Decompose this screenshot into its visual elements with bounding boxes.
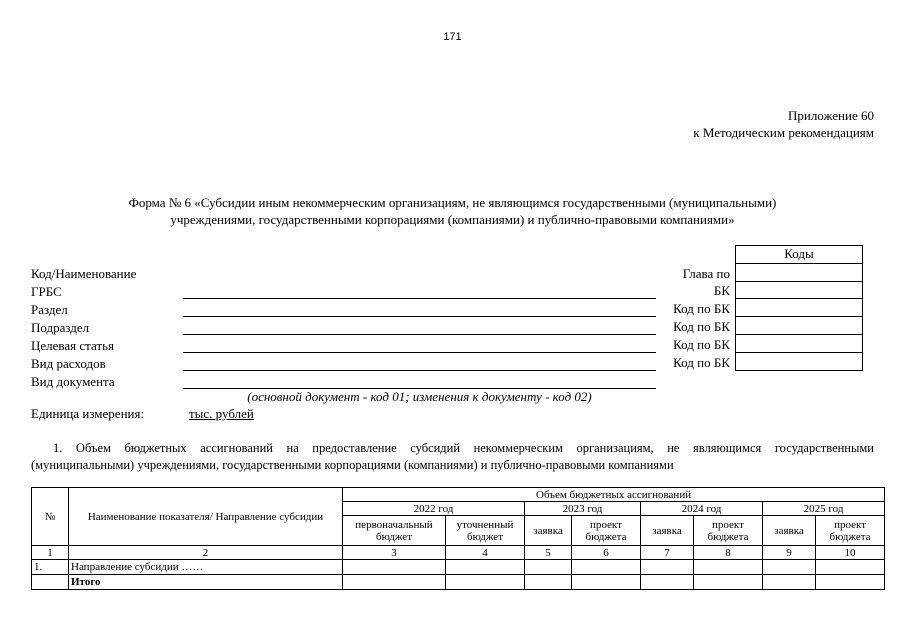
appendix-line2: к Методическим рекомендациям: [693, 125, 874, 140]
table-row: [32, 560, 885, 575]
data-table: [31, 487, 885, 590]
col-number: 8: [694, 546, 763, 560]
col-number: 6: [572, 546, 641, 560]
code-cell[interactable]: [736, 334, 863, 352]
value-cell[interactable]: [816, 560, 885, 575]
total-label: Итого: [69, 575, 343, 590]
value-cell[interactable]: [694, 560, 763, 575]
total-row: [32, 575, 885, 590]
form-title-line1: Форма № 6 «Субсидии иным некоммерческим организациям, не являющимся государственными (муниципальными): [128, 195, 777, 210]
value-cell[interactable]: [763, 575, 816, 590]
section-paragraph: [31, 440, 874, 474]
col-number: 9: [763, 546, 816, 560]
value-cell[interactable]: [572, 575, 641, 590]
value-cell[interactable]: [641, 560, 694, 575]
code-cell[interactable]: [736, 281, 863, 299]
unit-label: Единица измерения:: [31, 406, 145, 421]
col-number: 1: [32, 546, 69, 560]
label-bk: БК: [713, 283, 730, 298]
col-number: 7: [641, 546, 694, 560]
label-section: Раздел: [31, 302, 68, 317]
row-number: 1.: [32, 560, 69, 575]
col-number: 2: [69, 546, 343, 560]
value-cell[interactable]: [525, 560, 572, 575]
section-text-line1: 1. Объем бюджетных ассигнований на предоставление субсидий некоммерческим организациям, не являющимся государственными: [53, 441, 874, 455]
value-cell[interactable]: [572, 560, 641, 575]
label-code-bk: Код по БК: [673, 355, 730, 370]
codes-table: [735, 245, 863, 371]
year-header: 2025 год: [763, 502, 885, 516]
label-code-bk: Код по БК: [673, 319, 730, 334]
value-cell[interactable]: [816, 575, 885, 590]
code-cell[interactable]: [736, 317, 863, 335]
year-header: 2024 год: [641, 502, 763, 516]
sub-header: проект бюджета: [816, 516, 885, 546]
value-cell[interactable]: [343, 575, 446, 590]
col-name-header: Наименование показателя/ Направление субсидии: [69, 488, 343, 546]
col-number: 4: [446, 546, 525, 560]
unit-value: тыс. рублей: [189, 406, 254, 421]
section-text-line2: (муниципальными) учреждениями, государственными корпорациями (компаниями) и публично-правовыми компаниями: [31, 458, 674, 472]
row-number: [32, 575, 69, 590]
sub-header: заявка: [525, 516, 572, 546]
value-cell[interactable]: [641, 575, 694, 590]
label-expense-type: Вид расходов: [31, 356, 106, 371]
sub-header: уточненный бюджет: [446, 516, 525, 546]
col-number: 5: [525, 546, 572, 560]
label-chapter: Глава по: [682, 266, 730, 281]
subsection-input-line[interactable]: [183, 334, 656, 335]
code-cell[interactable]: [736, 352, 863, 370]
col-number: 10: [816, 546, 885, 560]
year-header: 2023 год: [525, 502, 641, 516]
label-code-bk: Код по БК: [673, 337, 730, 352]
label-target-article: Целевая статья: [31, 338, 115, 353]
expense-input-line[interactable]: [183, 370, 656, 371]
col-no-header: №: [32, 488, 69, 546]
value-cell[interactable]: [446, 560, 525, 575]
sub-header: заявка: [641, 516, 694, 546]
label-code-name: Код/Наименование: [31, 266, 137, 281]
code-cell[interactable]: [736, 299, 863, 317]
value-cell[interactable]: [694, 575, 763, 590]
value-cell[interactable]: [763, 560, 816, 575]
year-header: 2022 год: [343, 502, 525, 516]
section-input-line[interactable]: [183, 316, 656, 317]
value-cell[interactable]: [446, 575, 525, 590]
row-name: Направление субсидии ……: [69, 560, 343, 575]
label-subsection: Подраздел: [31, 320, 90, 335]
label-code-bk: Код по БК: [673, 301, 730, 316]
sub-header: проект бюджета: [572, 516, 641, 546]
value-cell[interactable]: [343, 560, 446, 575]
sub-header: проект бюджета: [694, 516, 763, 546]
code-cell[interactable]: [736, 263, 863, 281]
page-number: 171: [443, 31, 462, 43]
col-number: 3: [343, 546, 446, 560]
label-doc-type: Вид документа: [31, 374, 115, 389]
sub-header: первоначальный бюджет: [343, 516, 446, 546]
form-title: [40, 194, 865, 228]
sub-header: заявка: [763, 516, 816, 546]
codes-header: Коды: [736, 246, 863, 264]
group-header: Объем бюджетных ассигнований: [343, 488, 885, 502]
label-grbs: ГРБС: [31, 284, 62, 299]
appendix-line1: Приложение 60: [787, 108, 874, 123]
value-cell[interactable]: [525, 575, 572, 590]
grbs-input-line[interactable]: [183, 298, 656, 299]
target-input-line[interactable]: [183, 352, 656, 353]
form-title-line2: учреждениями, государственными корпорациями (компаниями) и публично-правовыми компаниями»: [170, 212, 735, 227]
doc-note: (основной документ - код 01; изменения к документу - код 02): [247, 389, 592, 404]
